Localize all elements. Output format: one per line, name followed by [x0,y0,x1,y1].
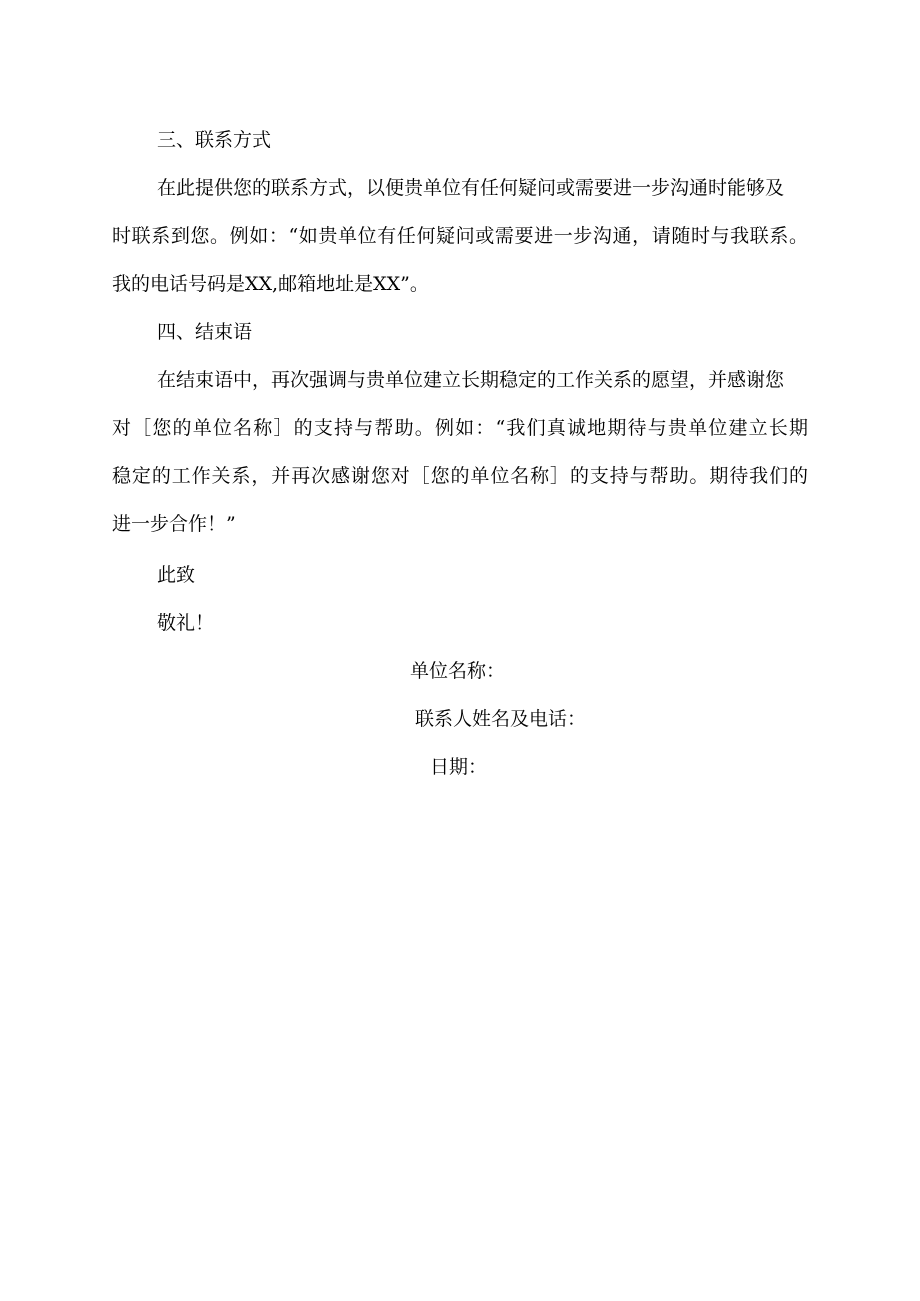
signature-date: 日期： [430,756,488,778]
section-4-line-4: 进一步合作！” [112,513,236,535]
signature-contact: 联系人姓名及电话： [415,708,587,730]
section-4-heading: 四、结束语 [157,321,253,343]
closing-salutation: 此致 [157,564,196,586]
section-3-line-3: 我的电话号码是XX,邮箱地址是XX”。 [112,273,429,295]
section-4-line-1: 在结束语中，再次强调与贵单位建立长期稳定的工作关系的愿望，并感谢您 [157,369,785,391]
signature-unit-name: 单位名称： [410,660,506,682]
section-4-line-2: 对［您的单位名称］的支持与帮助。例如：“我们真诚地期待与贵单位建立长期 [112,417,808,439]
section-3-line-1: 在此提供您的联系方式，以便贵单位有任何疑问或需要进一步沟通时能够及 [157,177,785,199]
section-3-heading: 三、联系方式 [157,129,272,151]
section-4-line-3: 稳定的工作关系，并再次感谢您对［您的单位名称］的支持与帮助。期待我们的 [112,465,808,487]
closing-regards: 敬礼！ [157,612,215,634]
section-3-line-2: 时联系到您。例如：“如贵单位有任何疑问或需要进一步沟通，请随时与我联系。 [112,225,808,247]
